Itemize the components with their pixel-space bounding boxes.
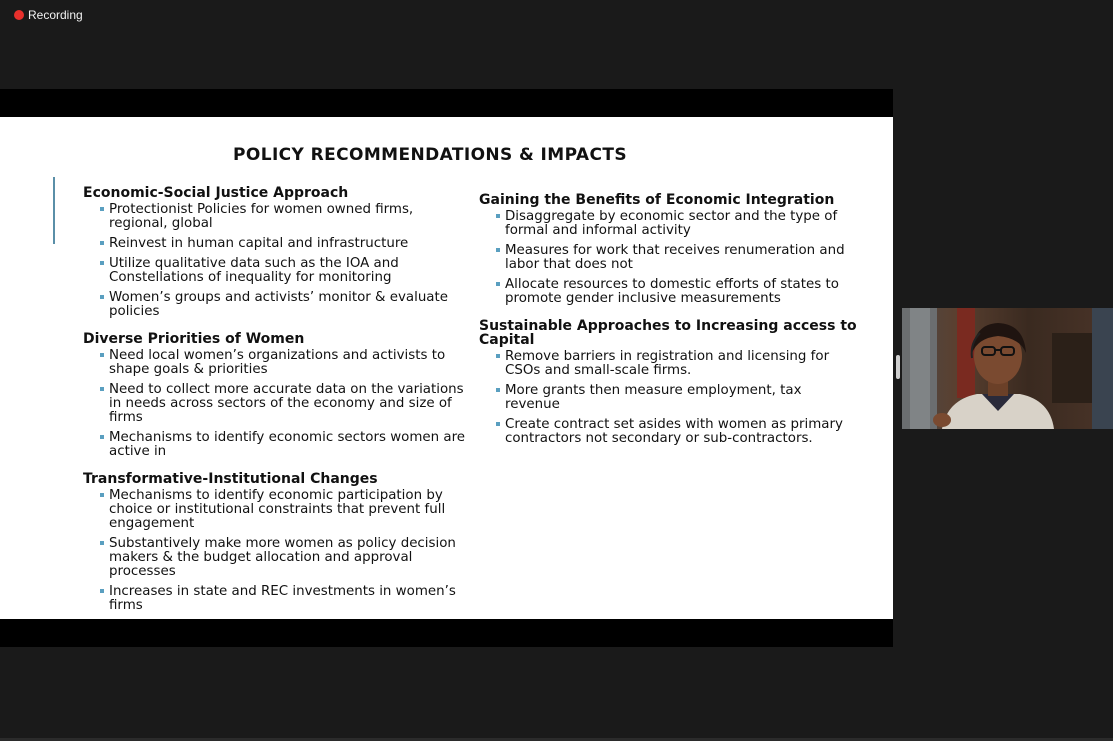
- section-heading: Gaining the Benefits of Economic Integration: [479, 192, 835, 208]
- slide-title: POLICY RECOMMENDATIONS & IMPACTS: [233, 145, 627, 165]
- section-diverse-priorities-of-women: [83, 332, 468, 459]
- bullet-item: Protectionist Policies for women owned firms, regional, global: [109, 203, 468, 231]
- bullet-item: Increases in state and REC investments in women’s firms: [109, 585, 468, 613]
- accent-bar: [53, 177, 55, 244]
- section-sustainable-approaches-to-increasing-access-to-capital: [479, 319, 859, 446]
- participant-video: [902, 308, 1113, 429]
- bullet-item: Mechanisms to identify economic participation by choice or institutional constraints that prevent full engagement: [109, 489, 468, 531]
- left-column: [83, 186, 468, 619]
- bullet-item: Create contract set asides with women as primary contractors not secondary or sub-contractors.: [505, 418, 859, 446]
- bullet-item: Utilize qualitative data such as the IOA and Constellations of inequality for monitoring: [109, 257, 468, 285]
- panel-resize-handle[interactable]: [896, 355, 900, 379]
- bullet-item: Need local women’s organizations and activists to shape goals & priorities: [109, 349, 468, 377]
- bullet-item: Need to collect more accurate data on the variations in needs across sectors of the economy and size of firms: [109, 383, 468, 425]
- section-heading: Diverse Priorities of Women: [83, 331, 305, 347]
- section-heading: Sustainable Approaches to Increasing access to Capital: [479, 318, 857, 348]
- bullet-item: Women’s groups and activists’ monitor & evaluate policies: [109, 291, 468, 319]
- recording-label: Recording: [28, 8, 83, 22]
- section-economic-social-justice-approach: [83, 186, 468, 319]
- bullet-item: Measures for work that receives renumeration and labor that does not: [505, 244, 859, 272]
- shared-screen: [0, 89, 893, 647]
- bullet-list: [479, 350, 859, 446]
- section-heading: Transformative-Institutional Changes: [83, 471, 378, 487]
- bullet-item: Remove barriers in registration and licensing for CSOs and small-scale firms.: [505, 350, 859, 378]
- bullet-list: [479, 210, 859, 306]
- bullet-item: Reinvest in human capital and infrastructure: [109, 237, 468, 251]
- bullet-item: Allocate resources to domestic efforts of states to promote gender inclusive measurements: [505, 278, 859, 306]
- bullet-list: [83, 349, 468, 459]
- section-gaining-the-benefits-of-economic-integration: [479, 193, 859, 306]
- section-transformative-institutional-changes: [83, 472, 468, 613]
- presentation-slide: [0, 117, 893, 619]
- section-heading: Economic-Social Justice Approach: [83, 185, 349, 201]
- bullet-item: Substantively make more women as policy decision makers & the budget allocation and approval processes: [109, 537, 468, 579]
- bullet-list: [83, 489, 468, 613]
- bullet-item: Mechanisms to identify economic sectors women are active in: [109, 431, 468, 459]
- bullet-list: [83, 203, 468, 319]
- right-column: [479, 193, 859, 459]
- recording-indicator: [14, 8, 83, 22]
- bullet-item: Disaggregate by economic sector and the type of formal and informal activity: [505, 210, 859, 238]
- recording-dot-icon: [14, 10, 24, 20]
- bullet-item: More grants then measure employment, tax revenue: [505, 384, 859, 412]
- participant-video-tile[interactable]: [902, 308, 1113, 429]
